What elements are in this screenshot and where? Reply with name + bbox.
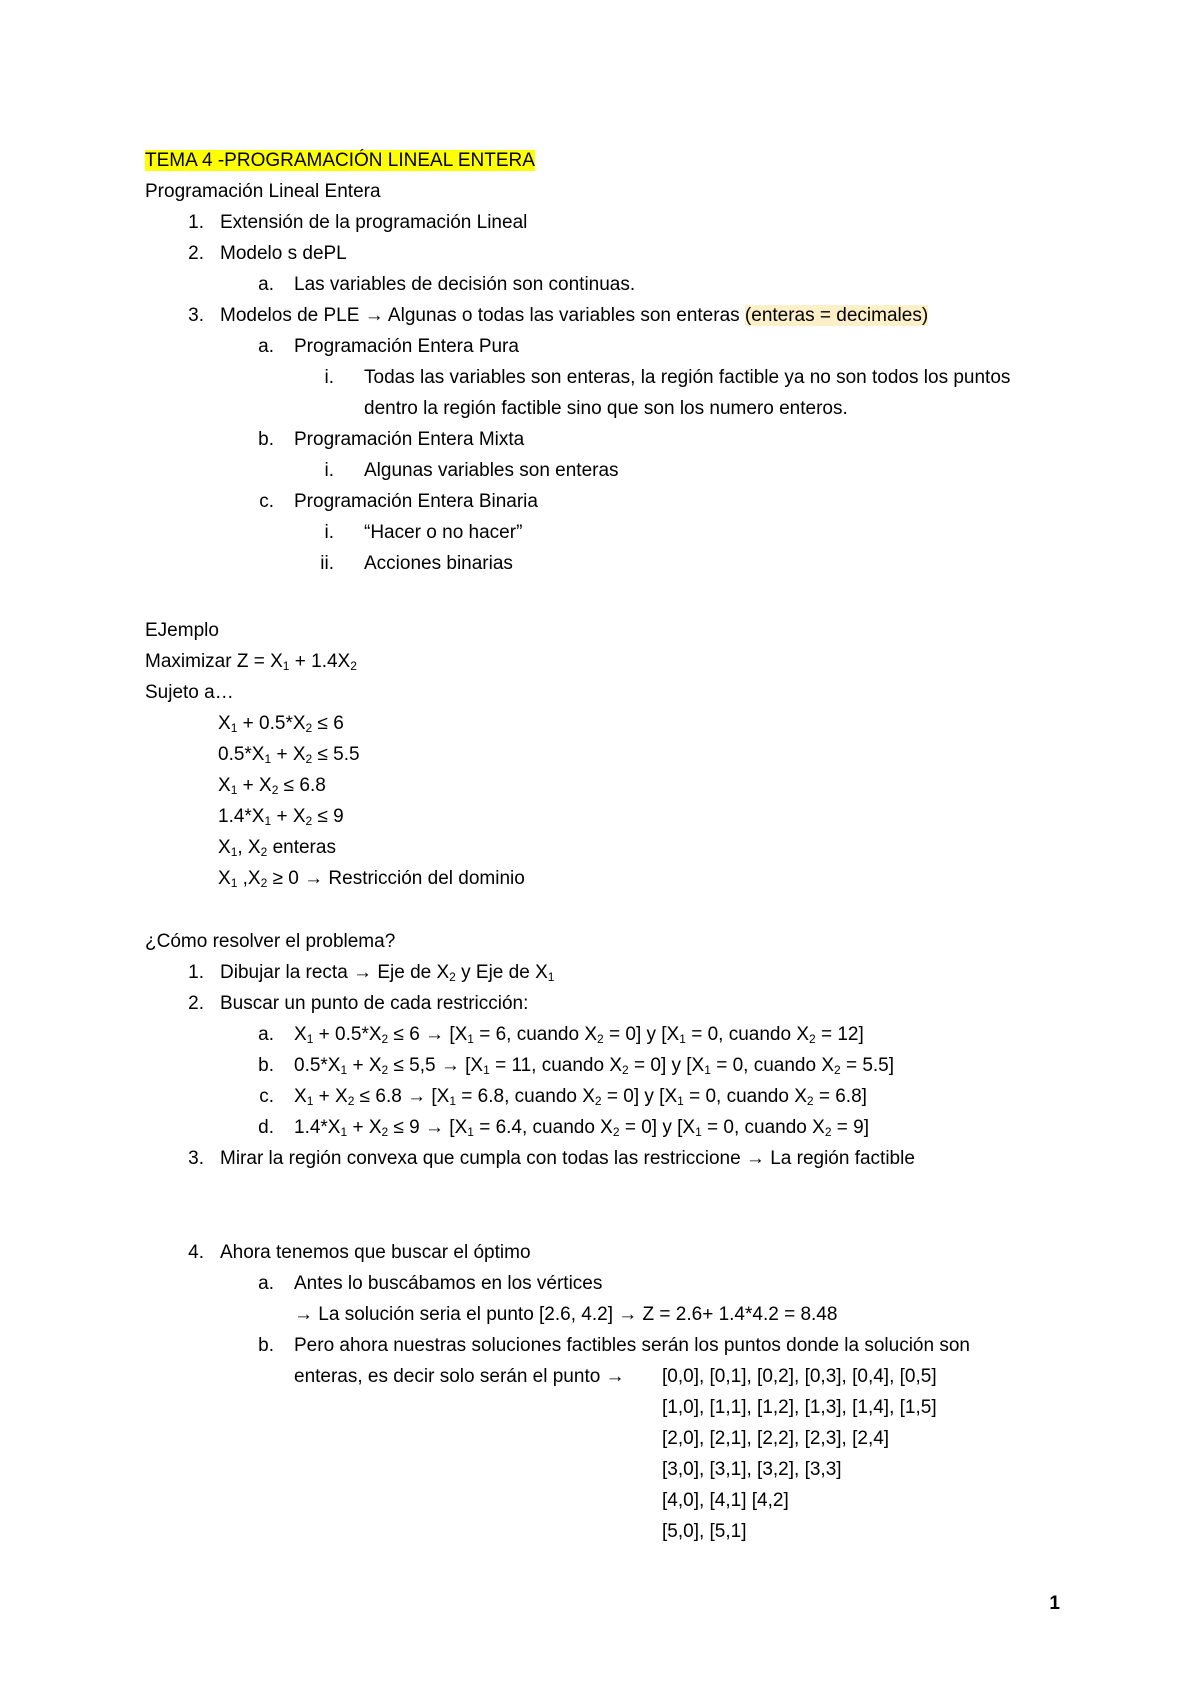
constraint-1: $X_1 + 0.5*X_2 \le 6$ xyxy=(218,713,344,735)
constraint-2: $0.5*X_1 + X_2 \le 5.5$ xyxy=(218,744,360,766)
list-item: i. Todas las variables son enteras, la región factible ya no son todos los puntos xyxy=(324,367,1011,388)
list-item-continuation: dentro la región factible sino que son los numero enteros. xyxy=(364,398,848,419)
constraint-4: $1.4*X_1 + X_2 \le 9$ xyxy=(218,806,344,828)
points-row: [5,0], [5,1] xyxy=(662,1521,747,1542)
list-item: i. “Hacer o no hacer” xyxy=(324,522,523,543)
list-item: 1. Dibujar la recta → Eje de $X_2$ y Eje de $X_1$ xyxy=(188,962,555,984)
list-item: c. Programación Entera Binaria xyxy=(259,491,538,512)
points-row: [4,0], [4,1] [4,2] xyxy=(662,1490,789,1511)
list-item: 4. Ahora tenemos que buscar el óptimo xyxy=(188,1242,531,1263)
objective-function: Maximizar $Z = X_1 + 1.4X_2$ xyxy=(145,651,357,673)
list-item: d. $1.4*X_1 + X_2 \le 9 \to [X_1 = 6.4$, cuando $X_2 = 0$] y [$X_1 = 0$, cuando $X_2 = 9$] xyxy=(258,1117,870,1139)
points-row: [3,0], [3,1], [3,2], [3,3] xyxy=(662,1459,842,1480)
solve-heading: ¿Cómo resolver el problema? xyxy=(145,931,396,952)
points-row: [2,0], [2,1], [2,2], [2,3], [2,4] xyxy=(662,1428,890,1449)
constraint-3: $X_1 + X_2 \le 6.8$ xyxy=(218,775,326,797)
list-item: i. Algunas variables son enteras xyxy=(324,460,619,481)
page-number: 1 xyxy=(1049,1593,1060,1614)
subject-to: Sujeto a… xyxy=(145,682,234,703)
solution-line: → La solución seria el punto [2.6, 4.2] → Z = 2.6+ 1.4*4.2 = 8.48 xyxy=(294,1304,838,1325)
list-item: a. $X_1 + 0.5*X_2 \le 6 \to [X_1 = 6$, cuando $X_2 = 0$] y [$X_1 = 0$, cuando $X_2 = 12$] xyxy=(258,1024,864,1046)
list-item: a. Antes lo buscábamos en los vértices xyxy=(258,1273,603,1294)
list-item: 2. Modelo s dePL xyxy=(188,243,347,264)
list-item: a. Las variables de decisión son continuas. xyxy=(258,274,636,295)
list-item: b. Programación Entera Mixta xyxy=(258,429,525,450)
section-heading: Programación Lineal Entera xyxy=(145,181,381,202)
points-row: [1,0], [1,1], [1,2], [1,3], [1,4], [1,5] xyxy=(662,1397,937,1418)
integer-constraint: $X_1$, $X_2$ enteras xyxy=(218,837,336,859)
list-item: b. Pero ahora nuestras soluciones factibles serán los puntos donde la solución son xyxy=(258,1335,970,1356)
list-item: 1. Extensión de la programación Lineal xyxy=(188,212,528,233)
highlight-text: (enteras = decimales) xyxy=(744,305,929,326)
example-heading: EJemplo xyxy=(145,620,219,641)
list-item: b. $0.5*X_1 + X_2 \le 5,5 \to [X_1 = 11$, cuando $X_2 = 0$] y [$X_1 = 0$, cuando $X_2 = 5.5$] xyxy=(258,1055,895,1077)
list-item: 2. Buscar un punto de cada restricción: xyxy=(188,993,529,1014)
list-item: a. Programación Entera Pura xyxy=(258,336,519,357)
domain-constraint: $X_1$ $,X_2 \ge 0$ → Restricción del dominio xyxy=(218,868,525,890)
page-title xyxy=(145,148,535,174)
points-row: [0,0], [0,1], [0,2], [0,3], [0,4], [0,5] xyxy=(662,1366,937,1387)
list-item-continuation: enteras, es decir solo serán el punto → xyxy=(294,1366,625,1387)
list-item: 3. Mirar la región convexa que cumpla con todas las restriccione → La región factible xyxy=(188,1148,915,1169)
list-item: 3. Modelos de PLE → Algunas o todas las variables son enteras (enteras = decimales) xyxy=(188,305,929,326)
list-item: ii. Acciones binarias xyxy=(320,553,513,574)
title-text: TEMA 4 -PROGRAMACIÓN LINEAL ENTERA xyxy=(145,150,535,171)
list-item: c. $X_1 + X_2 \le 6.8 \to [X_1 = 6.8$, cuando $X_2 = 0$] y [$X_1 = 0$, cuando $X_2 = 6.8$] xyxy=(259,1086,867,1108)
